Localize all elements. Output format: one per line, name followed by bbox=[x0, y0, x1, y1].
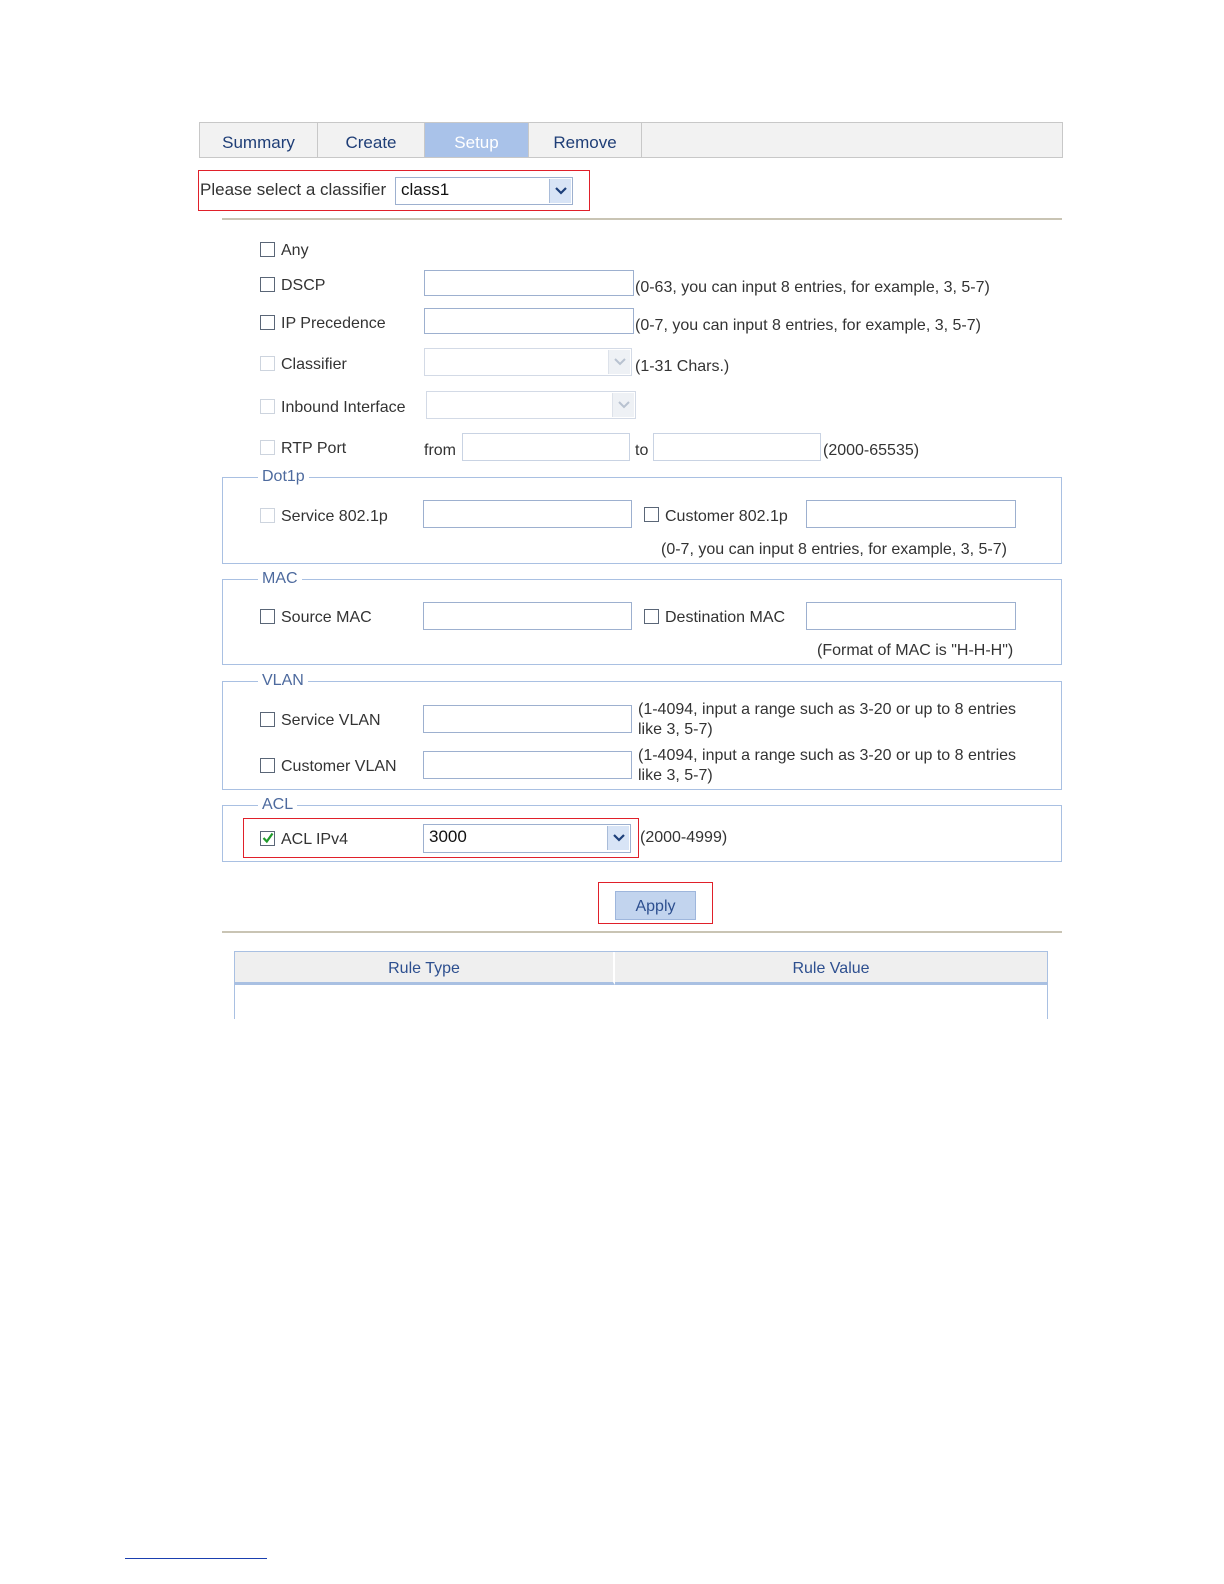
source-mac-input[interactable] bbox=[423, 602, 632, 630]
any-checkbox[interactable] bbox=[260, 242, 275, 257]
ip-precedence-input[interactable] bbox=[424, 308, 634, 334]
service-8021p-checkbox[interactable] bbox=[260, 508, 275, 523]
customer-8021p-checkbox[interactable] bbox=[644, 507, 659, 522]
service-8021p-input[interactable] bbox=[423, 500, 632, 528]
dscp-input[interactable] bbox=[424, 270, 634, 296]
chevron-down-icon[interactable] bbox=[607, 826, 629, 850]
service-vlan-label: Service VLAN bbox=[281, 712, 381, 729]
customer-vlan-checkbox[interactable] bbox=[260, 758, 275, 773]
mac-legend: MAC bbox=[258, 570, 302, 588]
customer-vlan-label: Customer VLAN bbox=[281, 758, 397, 775]
footnote-line bbox=[125, 1558, 267, 1559]
chevron-down-icon[interactable] bbox=[549, 179, 571, 203]
acl-ipv4-select[interactable] bbox=[423, 824, 631, 853]
acl-ipv4-checkbox[interactable] bbox=[260, 831, 275, 846]
acl-legend: ACL bbox=[258, 796, 297, 814]
dscp-hint: (0-63, you can input 8 entries, for example, 3, 5-7) bbox=[635, 279, 990, 296]
classifier-hint: (1-31 Chars.) bbox=[635, 358, 730, 375]
chevron-down-icon[interactable] bbox=[612, 393, 634, 417]
ip-precedence-label: IP Precedence bbox=[281, 315, 386, 332]
rule-type-header: Rule Type bbox=[235, 952, 615, 985]
customer-8021p-input[interactable] bbox=[806, 500, 1016, 528]
service-vlan-input[interactable] bbox=[423, 705, 632, 733]
any-label: Any bbox=[281, 242, 309, 259]
classifier-select-value: class1 bbox=[401, 180, 450, 199]
rtp-port-from-label: from bbox=[424, 442, 456, 459]
customer-vlan-hint-line2: like 3, 5-7) bbox=[638, 767, 713, 784]
vlan-legend: VLAN bbox=[258, 672, 308, 690]
dscp-checkbox[interactable] bbox=[260, 277, 275, 292]
dot1p-hint: (0-7, you can input 8 entries, for example, 3, 5-7) bbox=[661, 541, 1007, 558]
classifier-dropdown[interactable] bbox=[424, 348, 632, 376]
destination-mac-checkbox[interactable] bbox=[644, 609, 659, 624]
tab-summary[interactable]: Summary bbox=[200, 123, 318, 157]
mac-hint: (Format of MAC is "H-H-H") bbox=[817, 642, 1014, 659]
tab-bar bbox=[199, 122, 1063, 158]
dscp-label: DSCP bbox=[281, 277, 326, 294]
tab-create[interactable]: Create bbox=[318, 123, 425, 157]
apply-button[interactable]: Apply bbox=[615, 891, 696, 920]
source-mac-label: Source MAC bbox=[281, 609, 372, 626]
acl-ipv4-value: 3000 bbox=[429, 827, 467, 846]
classifier-select-label: Please select a classifier bbox=[200, 180, 387, 199]
separator-top bbox=[222, 218, 1062, 220]
customer-vlan-hint-line1: (1-4094, input a range such as 3-20 or up to 8 entries bbox=[638, 747, 1017, 764]
rtp-port-from-input[interactable] bbox=[462, 433, 630, 461]
ip-precedence-checkbox[interactable] bbox=[260, 315, 275, 330]
rtp-port-to-input[interactable] bbox=[653, 433, 821, 461]
acl-ipv4-label: ACL IPv4 bbox=[281, 831, 348, 848]
inbound-interface-label: Inbound Interface bbox=[281, 399, 406, 416]
destination-mac-input[interactable] bbox=[806, 602, 1016, 630]
service-8021p-label: Service 802.1p bbox=[281, 508, 388, 525]
source-mac-checkbox[interactable] bbox=[260, 609, 275, 624]
rtp-port-label: RTP Port bbox=[281, 440, 347, 457]
rule-value-header: Rule Value bbox=[615, 952, 1047, 985]
classifier-label: Classifier bbox=[281, 356, 347, 373]
rtp-port-hint: (2000-65535) bbox=[823, 442, 920, 459]
classifier-select[interactable] bbox=[395, 177, 573, 205]
tab-remove[interactable]: Remove bbox=[529, 123, 642, 157]
tab-setup[interactable]: Setup bbox=[425, 123, 529, 157]
chevron-down-icon[interactable] bbox=[608, 350, 630, 374]
inbound-interface-dropdown[interactable] bbox=[426, 391, 636, 419]
ip-precedence-hint: (0-7, you can input 8 entries, for example, 3, 5-7) bbox=[635, 317, 981, 334]
dot1p-legend: Dot1p bbox=[258, 468, 309, 486]
separator-bottom bbox=[222, 931, 1062, 933]
rtp-port-to-label: to bbox=[635, 442, 649, 459]
check-icon bbox=[262, 832, 274, 844]
rtp-port-checkbox[interactable] bbox=[260, 440, 275, 455]
classifier-checkbox[interactable] bbox=[260, 356, 275, 371]
customer-vlan-input[interactable] bbox=[423, 751, 632, 779]
destination-mac-label: Destination MAC bbox=[665, 609, 786, 626]
service-vlan-hint-line2: like 3, 5-7) bbox=[638, 721, 713, 738]
acl-ipv4-hint: (2000-4999) bbox=[640, 829, 728, 846]
inbound-interface-checkbox[interactable] bbox=[260, 399, 275, 414]
customer-8021p-label: Customer 802.1p bbox=[665, 508, 788, 525]
service-vlan-hint-line1: (1-4094, input a range such as 3-20 or up to 8 entries bbox=[638, 701, 1017, 718]
service-vlan-checkbox[interactable] bbox=[260, 712, 275, 727]
